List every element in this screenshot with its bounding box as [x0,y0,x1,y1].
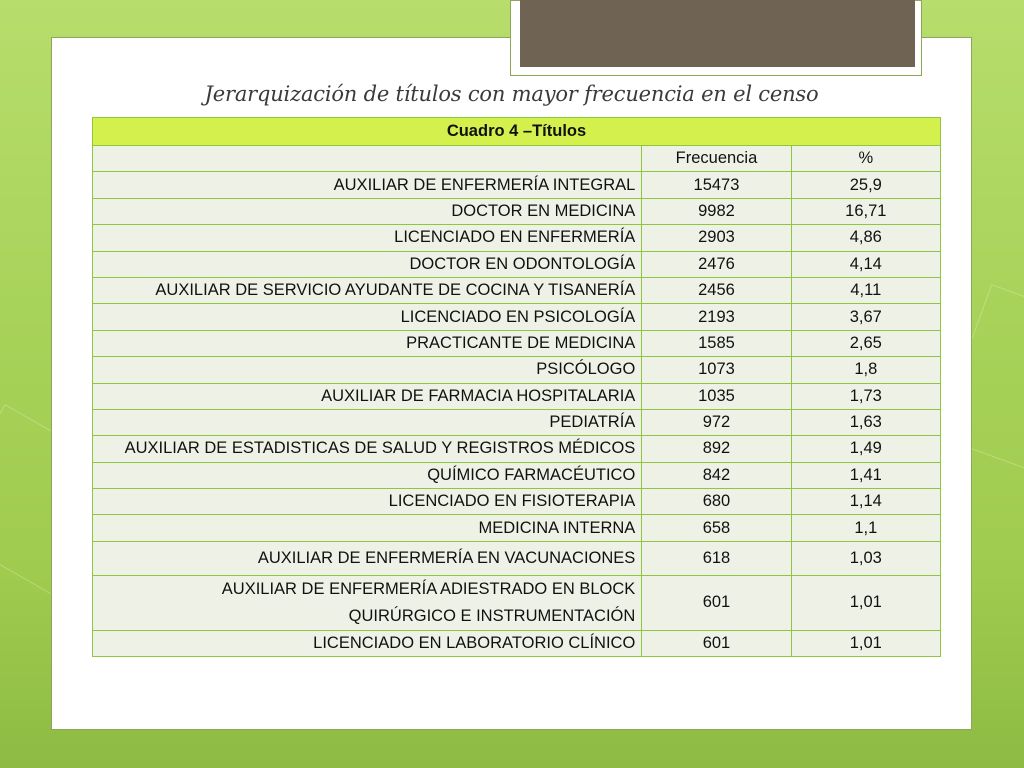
row-frecuencia: 9982 [642,198,791,224]
header-percent: % [791,146,940,172]
table-row [93,251,941,277]
row-percent: 1,41 [791,462,940,488]
row-frecuencia: 892 [642,436,791,462]
table-row [93,225,941,251]
row-title: AUXILIAR DE ESTADISTICAS DE SALUD Y REGISTROS MÉDICOS [93,436,642,462]
table-row [93,172,941,198]
row-title [93,575,642,630]
row-title: AUXILIAR DE ENFERMERÍA INTEGRAL [93,172,642,198]
row-frecuencia: 2193 [642,304,791,330]
row-percent: 1,8 [791,357,940,383]
row-percent: 1,14 [791,489,940,515]
table-row [93,515,941,541]
picture-placeholder [520,0,915,67]
row-frecuencia: 2476 [642,251,791,277]
table-caption-row [93,118,941,146]
row-percent: 1,01 [791,575,940,630]
table-row [93,630,941,656]
table-row [93,409,941,435]
row-frecuencia: 15473 [642,172,791,198]
table-row [93,277,941,303]
table-row [93,575,941,630]
row-frecuencia: 658 [642,515,791,541]
row-frecuencia: 1073 [642,357,791,383]
row-title: DOCTOR EN MEDICINA [93,198,642,224]
row-title: LICENCIADO EN LABORATORIO CLÍNICO [93,630,642,656]
row-percent: 4,14 [791,251,940,277]
row-frecuencia: 601 [642,575,791,630]
row-percent: 1,63 [791,409,940,435]
row-title: LICENCIADO EN ENFERMERÍA [93,225,642,251]
row-frecuencia: 972 [642,409,791,435]
table-row [93,436,941,462]
table-header-row [93,146,941,172]
row-percent: 1,73 [791,383,940,409]
row-title: MEDICINA INTERNA [93,515,642,541]
row-title: AUXILIAR DE ENFERMERÍA EN VACUNACIONES [93,541,642,575]
row-percent: 16,71 [791,198,940,224]
table-row [93,198,941,224]
table-row [93,357,941,383]
row-percent: 1,1 [791,515,940,541]
row-frecuencia: 1035 [642,383,791,409]
table-row [93,489,941,515]
row-title: AUXILIAR DE FARMACIA HOSPITALARIA [93,383,642,409]
row-title: DOCTOR EN ODONTOLOGÍA [93,251,642,277]
row-title: LICENCIADO EN PSICOLOGÍA [93,304,642,330]
row-title-line-1: AUXILIAR DE ENFERMERÍA ADIESTRADO EN BLOCK [221,579,636,598]
row-title: PRACTICANTE DE MEDICINA [93,330,642,356]
row-frecuencia: 2456 [642,277,791,303]
row-title: PSICÓLOGO [93,357,642,383]
table-row [93,304,941,330]
titles-table [92,117,941,657]
row-title: PEDIATRÍA [93,409,642,435]
row-frecuencia: 680 [642,489,791,515]
header-frecuencia: Frecuencia [642,146,791,172]
row-frecuencia: 618 [642,541,791,575]
row-frecuencia: 842 [642,462,791,488]
row-percent: 1,03 [791,541,940,575]
row-title: LICENCIADO EN FISIOTERAPIA [93,489,642,515]
table-caption: Cuadro 4 –Títulos [93,118,941,146]
row-title: QUÍMICO FARMACÉUTICO [93,462,642,488]
table-row [93,462,941,488]
row-percent: 4,86 [791,225,940,251]
row-frecuencia: 601 [642,630,791,656]
row-frecuencia: 1585 [642,330,791,356]
row-percent: 4,11 [791,277,940,303]
row-percent: 3,67 [791,304,940,330]
slide-title: Jerarquización de títulos con mayor frecuencia en el censo [204,82,819,106]
header-empty [93,146,642,172]
row-percent: 1,01 [791,630,940,656]
row-title-line-2: QUIRÚRGICO E INSTRUMENTACIÓN [348,606,636,625]
row-title: AUXILIAR DE SERVICIO AYUDANTE DE COCINA Y TISANERÍA [93,277,642,303]
row-percent: 25,9 [791,172,940,198]
row-percent: 1,49 [791,436,940,462]
table-row [93,541,941,575]
table-row [93,330,941,356]
table-row [93,383,941,409]
row-frecuencia: 2903 [642,225,791,251]
row-percent: 2,65 [791,330,940,356]
